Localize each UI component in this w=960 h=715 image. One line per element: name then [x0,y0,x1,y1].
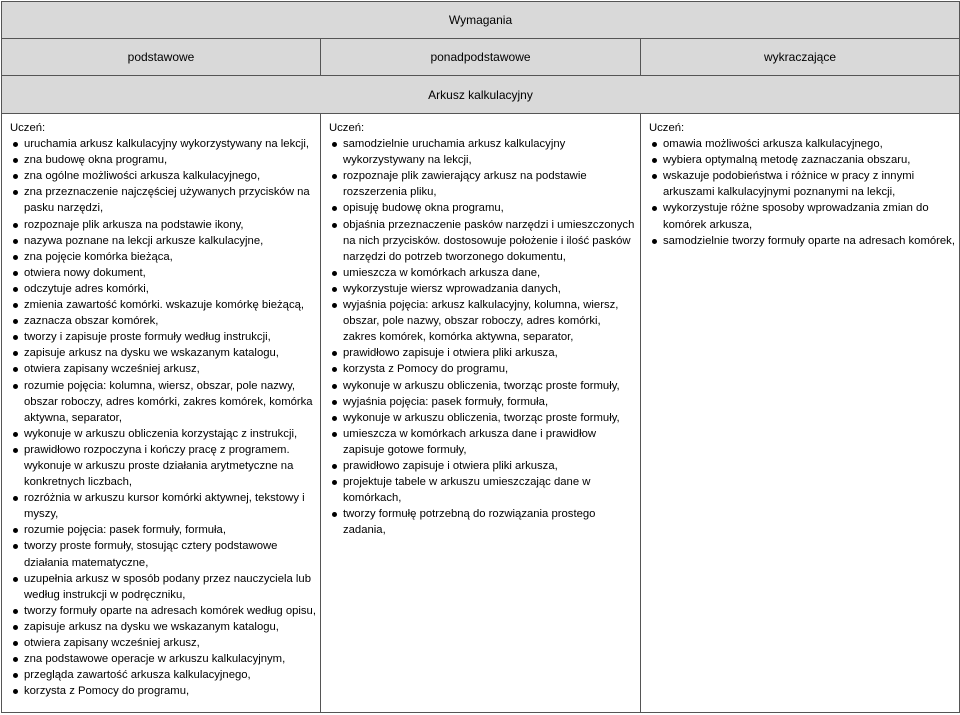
bullet-icon [13,335,18,340]
requirement-text: nazywa poznane na lekcji arkusze kalkulacyjne, [24,234,264,247]
column-basic [2,114,321,713]
bullet-icon [332,174,337,179]
requirement-item [329,474,636,506]
bullet-icon [13,319,18,324]
bullet-icon [13,544,18,549]
bullet-icon [13,271,18,276]
requirement-item [10,329,316,345]
bullet-icon [13,657,18,662]
requirement-text: rozpoznaje plik zawierający arkusz na podstawie rozszerzenia pliku, [343,170,587,199]
bullet-icon [13,223,18,228]
bullet-icon [13,609,18,614]
bullet-icon [332,400,337,405]
requirement-text: samodzielnie tworzy formuły oparte na adresach komórek, [663,234,955,247]
requirement-item [10,490,316,522]
bullet-icon [332,271,337,276]
requirement-item [10,603,316,619]
requirement-item [10,297,316,313]
bullet-icon [13,689,18,694]
requirement-text: wskazuje podobieństwa i różnice w pracy z innymi arkuszami kalkulacyjnymi poznanymi na lekcji, [663,170,915,199]
requirement-item [329,200,636,216]
bullet-icon [13,496,18,501]
column-intro: Uczeń: [329,122,365,134]
requirement-text: wykonuje w arkuszu obliczenia korzystając z instrukcji, [24,427,298,440]
requirement-text: korzysta z Pomocy do programu, [343,363,509,376]
requirement-item [649,136,955,152]
requirement-item [10,217,316,233]
bullet-icon [13,625,18,630]
requirement-text: zna ogólne możliwości arkusza kalkulacyjnego, [24,170,261,183]
bullet-icon [332,480,337,485]
requirement-text: omawia możliwości arkusza kalkulacyjnego, [663,138,883,151]
requirement-text: prawidłowo zapisuje i otwiera pliki arkusza, [343,459,558,472]
bullet-icon [332,432,337,437]
bullet-icon [13,384,18,389]
requirement-text: wykorzystuje wiersz wprowadzania danych, [343,282,561,295]
requirement-text: otwiera nowy dokument, [24,266,146,279]
bullet-icon [13,577,18,582]
table-title: Wymagania [2,2,960,39]
requirement-item [10,265,316,281]
requirement-item [10,442,316,490]
requirement-text: rozpoznaje plik arkusza na podstawie ikony, [24,218,244,231]
requirement-item [649,200,955,232]
requirement-text: korzysta z Pomocy do programu, [24,685,190,698]
bullet-icon [332,223,337,228]
requirement-text: umieszcza w komórkach arkusza dane i prawidłow zapisuje gotowe formuły, [343,427,597,456]
requirement-item [329,265,636,281]
requirement-text: uzupełnia arkusz w sposób podany przez nauczyciela lub według instrukcji w podręczniku, [24,572,311,601]
requirement-text: uruchamia arkusz kalkulacyjny wykorzystywany na lekcji, [24,138,310,151]
requirement-item [10,667,316,683]
bullet-icon [332,367,337,372]
bullet-icon [332,303,337,308]
requirement-text: przegląda zawartość arkusza kalkulacyjnego, [24,669,251,682]
requirement-text: rozróżnia w arkuszu kursor komórki aktywnej, tekstowy i myszy, [24,492,305,521]
requirement-item [329,168,636,200]
requirement-item [10,313,316,329]
requirement-item [329,506,636,538]
bullet-icon [13,351,18,356]
requirement-text: wyjaśnia pojęcia: arkusz kalkulacyjny, kolumna, wiersz, obszar, pole nazwy, obszar roboczy, adres komórki, zakres komórek, komórka aktywna, separator, [343,299,619,344]
column-extended [321,114,641,713]
requirement-item [329,458,636,474]
bullet-icon [332,351,337,356]
bullet-icon [13,528,18,533]
bullet-icon [13,673,18,678]
requirement-text: wybiera optymalną metodę zaznaczania obszaru, [663,154,911,167]
requirement-item [649,168,955,200]
requirement-item [649,233,955,249]
requirement-text: samodzielnie uruchamia arkusz kalkulacyjny wykorzystywany na lekcji, [343,138,566,167]
requirement-item [10,538,316,570]
requirement-item [329,136,636,168]
requirement-item [10,378,316,426]
column-intro: Uczeń: [649,122,685,134]
requirement-text: tworzy formuły oparte na adresach komórek według opisu, [24,604,316,617]
level-header-extended: ponadpodstawowe [321,39,641,76]
bullet-icon [652,174,657,179]
requirement-item [10,683,316,699]
requirement-text: zna budowę okna programu, [24,154,168,167]
requirement-item [10,184,316,216]
bullet-icon [332,384,337,389]
level-header-advanced: wykraczające [641,39,960,76]
requirement-item [329,361,636,377]
requirement-item [10,522,316,538]
requirement-text: prawidłowo rozpoczyna i kończy pracę z programem. wykonuje w arkuszu proste działania arytmetyczne na konkretnych liczbach, [24,443,294,489]
bullet-icon [652,158,657,163]
bullet-icon [13,255,18,260]
requirements-table [1,1,960,713]
bullet-icon [652,142,657,147]
requirement-item [10,168,316,184]
requirement-item [10,635,316,651]
bullet-icon [332,512,337,517]
bullet-icon [13,641,18,646]
requirement-text: otwiera zapisany wcześniej arkusz, [24,363,200,376]
requirement-text: zna podstawowe operacje w arkuszu kalkulacyjnym, [24,653,286,666]
requirement-text: zapisuje arkusz na dysku we wskazanym katalogu, [24,347,279,360]
requirement-item [10,249,316,265]
requirement-text: projektuje tabele w arkuszu umieszczając dane w komórkach, [343,476,591,505]
requirement-text: wykonuje w arkuszu obliczenia, tworząc proste formuły, [343,379,620,392]
bullet-icon [13,448,18,453]
requirement-text: rozumie pojęcia: pasek formuły, formuła, [24,524,226,537]
requirement-item [10,361,316,377]
bullet-icon [332,142,337,147]
requirement-item [10,136,316,152]
bullet-icon [13,190,18,195]
requirement-text: wykonuje w arkuszu obliczenia, tworząc proste formuły, [343,411,620,424]
requirement-text: zna pojęcie komórka bieżąca, [24,250,173,263]
requirement-item [10,152,316,168]
requirement-text: opisuję budowę okna programu, [343,202,504,215]
requirement-text: odczytuje adres komórki, [24,282,149,295]
requirement-text: zapisuje arkusz na dysku we wskazanym katalogu, [24,620,279,633]
requirement-text: rozumie pojęcia: kolumna, wiersz, obszar, pole nazwy, obszar roboczy, adres komórki, zakres komórek, komórka aktywna, separator, [24,379,313,424]
requirement-text: otwiera zapisany wcześniej arkusz, [24,637,200,649]
requirement-item [329,410,636,426]
requirement-text: wykorzystuje różne sposoby wprowadzania zmian do komórek arkusza, [663,202,929,231]
bullet-icon [13,142,18,147]
requirement-item [10,233,316,249]
requirement-text: umieszcza w komórkach arkusza dane, [343,266,541,279]
requirement-text: tworzy i zapisuje proste formuły według instrukcji, [24,331,271,344]
bullet-icon [13,287,18,292]
bullet-icon [13,158,18,163]
requirement-item [10,651,316,667]
bullet-icon [652,239,657,244]
bullet-icon [13,303,18,308]
bullet-icon [13,174,18,179]
requirement-item [329,378,636,394]
requirement-text: wyjaśnia pojęcia: pasek formuły, formuła, [343,395,549,408]
bullet-icon [332,464,337,469]
requirement-item [10,345,316,361]
requirement-text: tworzy proste formuły, stosując cztery podstawowe działania matematyczne, [24,540,278,569]
requirement-item [649,152,955,168]
requirement-item [10,619,316,635]
bullet-icon [332,287,337,292]
requirement-text: zmienia zawartość komórki. wskazuje komórkę bieżącą, [24,299,305,312]
bullet-icon [652,206,657,211]
requirement-text: zaznacza obszar komórek, [24,315,159,328]
bullet-icon [332,416,337,421]
requirement-item [329,394,636,410]
column-advanced [641,114,960,713]
requirement-item [329,281,636,297]
requirement-text: objaśnia przeznaczenie pasków narzędzi i umieszczonych na nich przycisków. dostosowuje położenie i ilość pasków narzędzi do potrzeb tworzonego dokumentu, [343,218,635,263]
bullet-icon [13,239,18,244]
column-intro: Uczeń: [10,122,46,134]
section-title: Arkusz kalkulacyjny [2,76,960,114]
requirement-item [329,426,636,458]
requirement-item [10,571,316,603]
requirement-item [329,345,636,361]
requirement-text: zna przeznaczenie najczęściej używanych przycisków na pasku narzędzi, [24,186,310,215]
requirement-text: prawidłowo zapisuje i otwiera pliki arkusza, [343,347,558,360]
requirement-item [329,217,636,265]
requirement-text: tworzy formułę potrzebną do rozwiązania prostego zadania, [343,508,596,537]
requirement-item [10,426,316,442]
bullet-icon [332,206,337,211]
level-header-basic: podstawowe [2,39,321,76]
bullet-icon [13,432,18,437]
requirement-item [10,281,316,297]
requirement-item [329,297,636,345]
bullet-icon [13,367,18,372]
